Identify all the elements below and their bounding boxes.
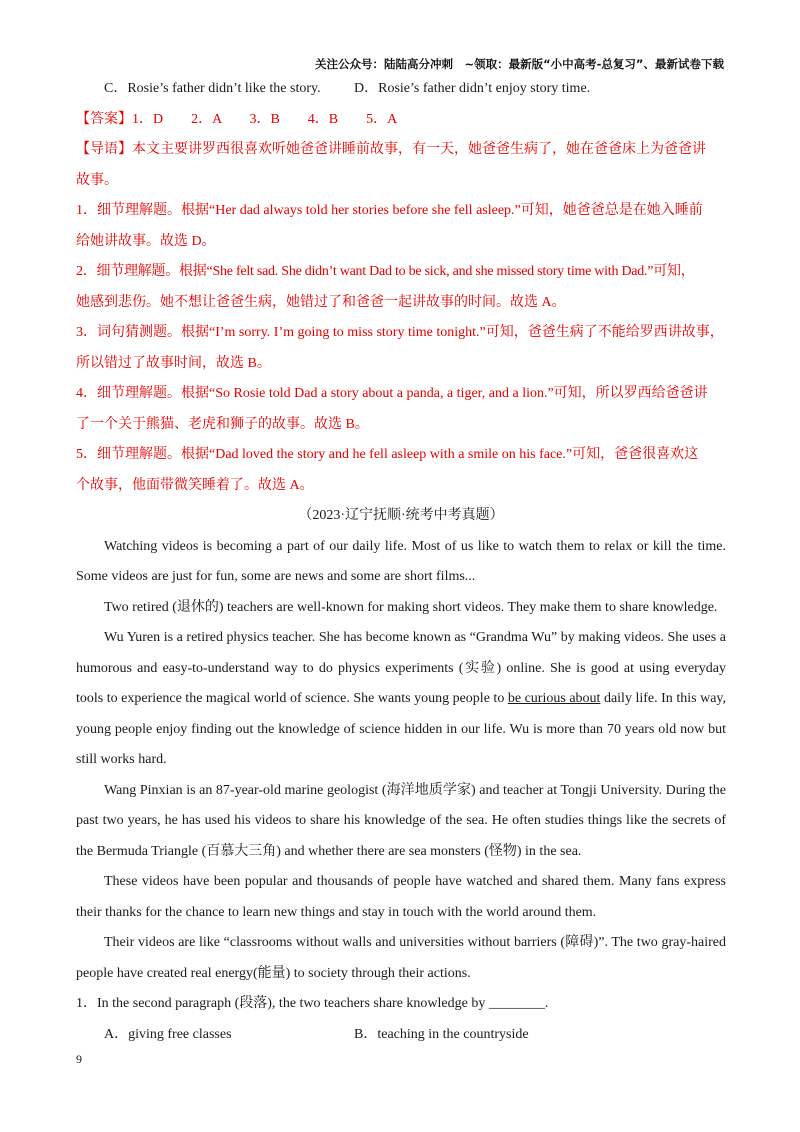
guide-line-1: 【导语】本文主要讲罗西很喜欢听她爸爸讲睡前故事，有一天，她爸爸生病了，她在爸爸床上为爸爸讲 <box>76 142 706 157</box>
passage-paragraph-6: Their videos are like “classrooms without walls and universities without barriers (障碍)”. The two gray-haired people have created real energy(能量) to society through their actions. <box>76 935 726 981</box>
explanation-4-line-2: 了一个关于熊猫、老虎和狮子的故事。故选 B。 <box>76 416 369 432</box>
explanation-2-line-1: 2．细节理解题。根据“She felt sad. She didn’t want Dad to be sick, and she missed story time with Dad.”可知， <box>76 264 695 279</box>
passage-paragraph-1: Watching videos is becoming a part of our daily life. Most of us like to watch them to relax or kill the time. Some videos are just for fun, some are news and some are short films... <box>76 538 726 584</box>
explanation-1-line-1: 1．细节理解题。根据“Her dad always told her stories before she fell asleep.”可知，她爸爸总是在她入睡前 <box>76 203 703 218</box>
previous-question-options <box>76 74 726 105</box>
passage-paragraph-3 <box>76 623 726 776</box>
explanation-5-line-1: 5．细节理解题。根据“Dad loved the story and he fell asleep with a smile on his face.”可知，爸爸很喜欢这 <box>76 447 699 462</box>
passage-paragraph-5: These videos have been popular and thousands of people have watched and shared them. Many fans express their thanks for the chance to learn new things and stay in touch with the world around them. <box>76 874 726 920</box>
passage-paragraph-2: Two retired (退休的) teachers are well-known for making short videos. They make them to share knowledge. <box>104 599 718 615</box>
page-number: 9 <box>76 1052 82 1066</box>
underlined-phrase: be curious about <box>507 691 601 706</box>
explanation-5-line-2: 个故事，他面带微笑睡着了。故选 A。 <box>76 477 314 493</box>
question-1-stem: 1．In the second paragraph (段落), the two teachers share knowledge by ________. <box>76 996 549 1011</box>
option-b[interactable]: B．teaching in the countryside <box>354 1026 529 1042</box>
explanation-2-line-2: 她感到悲伤。她不想让爸爸生病，她错过了和爸爸一起讲故事的时间。故选 A。 <box>76 294 566 310</box>
explanation-3-line-1: 3．词句猜测题。根据“I’m sorry. I’m going to miss story time tonight.”可知，爸爸生病了不能给罗西讲故事， <box>76 325 724 340</box>
option-a[interactable]: A．giving free classes <box>104 1026 232 1042</box>
answer-key: 【答案】1．D 2．A 3．B 4．B 5．A <box>76 111 398 127</box>
document-body <box>76 74 726 1050</box>
option-d[interactable]: D．Rosie’s father didn’t enjoy story time. <box>354 81 591 96</box>
option-c[interactable]: C．Rosie’s father didn’t like the story. <box>104 81 321 96</box>
explanation-4-line-1: 4．细节理解题。根据“So Rosie told Dad a story about a panda, a tiger, and a lion.”可知，所以罗西给爸爸讲 <box>76 386 708 401</box>
passage-paragraph-4: Wang Pinxian is an 87-year-old marine geologist (海洋地质学家) and teacher at Tongji University. During the past two years, he has used his videos to share his knowledge of the sea. He often studies things like the secrets of the Bermuda Triangle (百慕大三角) and whether there are sea monsters (怪物) in the sea. <box>76 782 726 859</box>
explanation-3-line-2: 所以错过了故事时间，故选 B。 <box>76 355 271 371</box>
question-1-options <box>76 1020 726 1051</box>
paragraph-3-text-end: daily life. In this way, young people enjoy finding out the knowledge of science hidden in our life. Wu is more than 70 years old now but still works hard. <box>76 691 726 767</box>
explanation-1-line-2: 给她讲故事。故选 D。 <box>76 233 216 249</box>
passage-source: （2023·辽宁抚顺·统考中考真题） <box>298 508 504 523</box>
guide-line-2: 故事。 <box>76 172 118 188</box>
paragraph-3-text-start: Wu Yuren is a retired physics teacher. She has become known as “Grandma Wu” by making videos. She uses a humorous and easy-to-understand way to do physics experiments (实验) online. She is good at using everyday tools to experience the magical world of science. She wants young people to <box>76 630 726 706</box>
header-promo-text: 关注公众号：陆陆高分冲刺 ~领取：最新版“小中高考-总复习”、最新试卷下载 <box>314 57 724 71</box>
